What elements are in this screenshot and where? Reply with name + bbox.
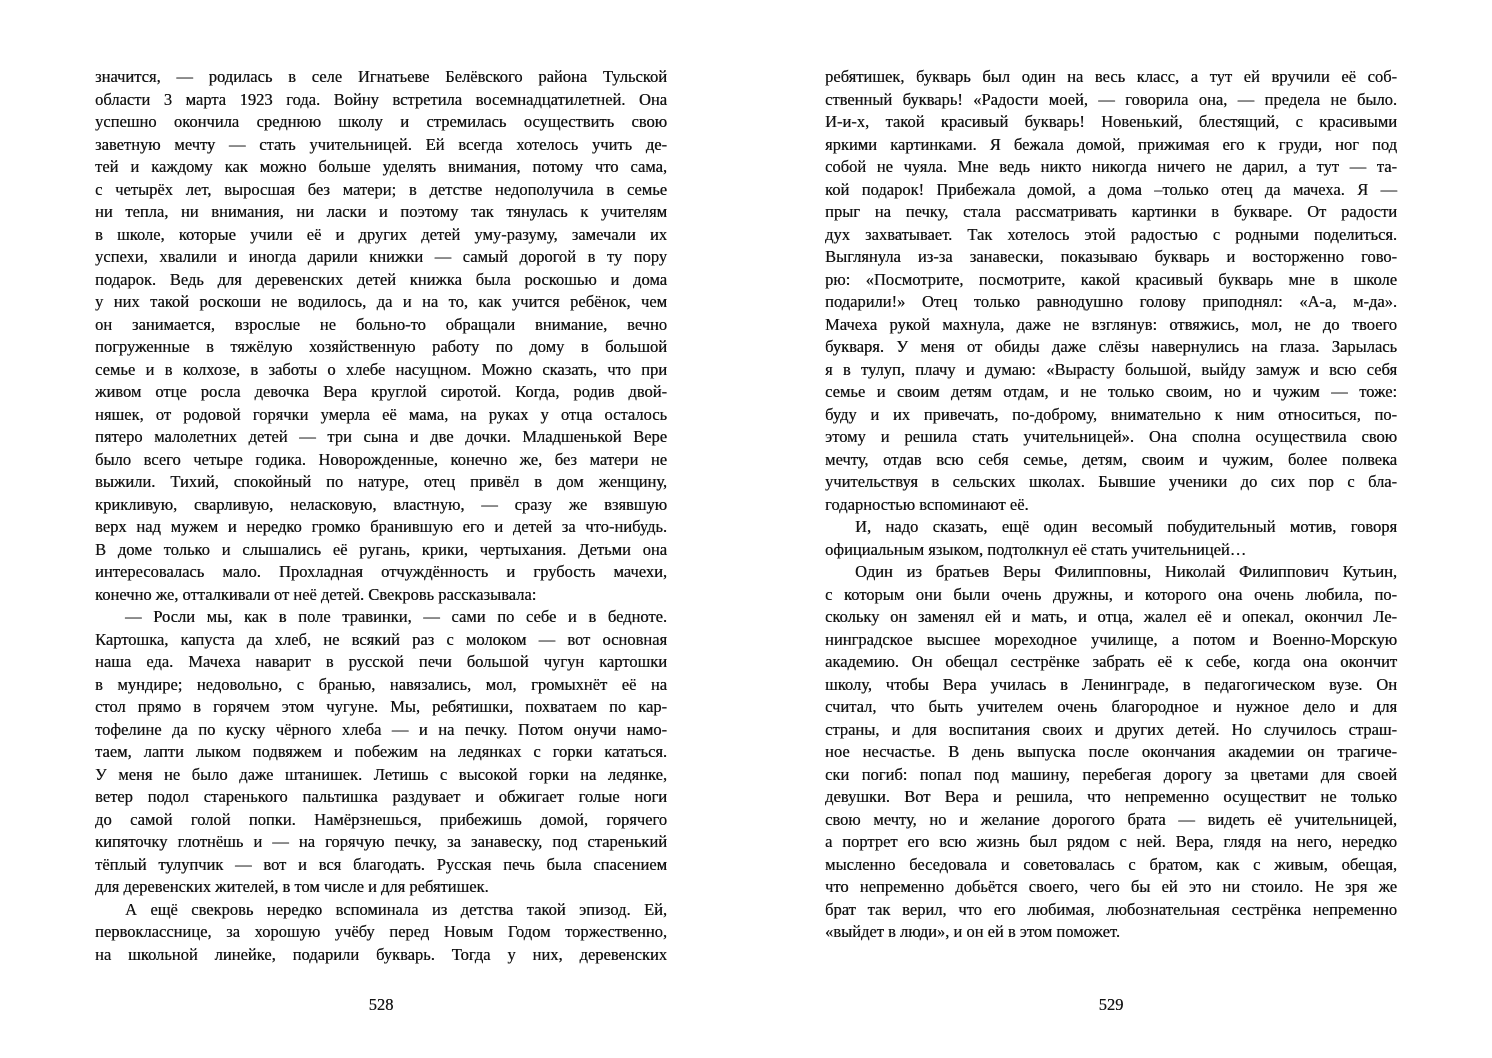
text-line: подарок. Ведь для деревенских детей книжка была роскошью и дома (95, 269, 667, 289)
text-line: рю: «Посмотрите, посмотрите, какой красивый букварь мне в школе (825, 269, 1397, 289)
text-line: таем, лапти лыком подвяжем и побежим на ледянках с горки кататься. (95, 742, 667, 761)
text-line: ственный букварь! «Радости моей, — говорила она, — предела не было. (825, 89, 1397, 109)
text-line: семье и в колхозе, в заботы о хлебе насущном. Можно сказать, что при (95, 359, 667, 379)
text-line: я в тулуп, плачу и думаю: «Вырасту большой, выйду замуж и всю себя (825, 359, 1397, 379)
text-line: конечно же, отталкивали от неё детей. Свекровь рассказывала: (95, 584, 537, 604)
text-line: скольку он заменял ей и мать, и отца, жалел её и опекал, окончил Ле- (825, 607, 1397, 626)
text-line: свою мечту, но и желание дорогого брата — видеть её учительницей, (825, 809, 1397, 829)
text-line: Один из братьев Веры Филипповны, Николай Филиппович Кутьин, (855, 562, 1397, 581)
text-line: ребятишек, букварь был один на весь класс, а тут ей вручили её соб- (825, 67, 1397, 86)
text-line: на школьной линейке, подарили букварь. Тогда у них, деревенских (95, 944, 667, 964)
text-line: — Росли мы, как в поле травинки, — сами по себе и в бедноте. (125, 607, 667, 626)
text-line: с которым они были очень дружны, и которого она очень любила, по- (825, 584, 1397, 604)
text-line: тей и каждому как можно больше уделять внимания, потому что сама, (95, 157, 667, 176)
text-line: учительствуя в сельских школах. Бывшие ученики до сих пор с бла- (825, 472, 1397, 491)
text-line: нинградское высшее мореходное училище, а потом и Военно-Морскую (825, 629, 1397, 649)
text-line: успешно окончила среднюю школу и стремилась осуществить свою (95, 112, 667, 131)
text-line: до самой голой попки. Намёрзнешься, прибежишь домой, горячего (95, 809, 667, 829)
text-line: И-и-х, такой красивый букварь! Новенький, блестящий, с красивыми (825, 112, 1397, 131)
text-line: тёплый тулупчик — вот и вся благодать. Русская печь была спасением (95, 854, 667, 874)
text-line: верх над мужем и нередко громко бранившую его и детей за что-нибудь. (95, 517, 667, 536)
text-line: В доме только и слышались её ругань, крики, чертыхания. Детьми она (95, 539, 667, 559)
paragraph (95, 899, 667, 967)
text-line: живом отце росла девочка Вера круглой сиротой. Когда, родив двой- (95, 382, 667, 401)
left-page-number: 528 (368, 995, 394, 1014)
text-line: в школе, которые учили её и других детей уму-разуму, замечали их (95, 224, 667, 244)
text-line: значится, — родилась в селе Игнатьеве Белёвского района Тульской (95, 67, 667, 86)
text-line: Мачеха рукой махнула, даже не взглянув: отвяжись, мол, не до твоего (825, 314, 1397, 334)
text-line: стол прямо в горячем этом чугуне. Мы, ребятишки, похватаем по кар- (95, 697, 667, 716)
text-line: что непременно добьётся своего, чего бы ей это ни стоило. Не зря же (825, 877, 1397, 896)
text-line: выжили. Тихий, спокойный по натуре, отец привёл в дом женщину, (95, 472, 667, 491)
text-line: девушки. Вот Вера и решила, что непременно осуществит не только (825, 787, 1397, 806)
text-line: кипяточку глотнёшь и — на горячую печку, за занавеску, под старенький (95, 832, 667, 851)
text-line: а портрет его всю жизнь был рядом с ней. Вера, глядя на него, нередко (825, 832, 1397, 851)
paragraph (825, 66, 1397, 516)
text-line: у них такой роскоши не водилось, да и на то, как учится ребёнок, чем (95, 292, 667, 311)
text-line: считал, что быть учителем очень благородное и нужное дело и для (825, 697, 1397, 716)
text-line: собой не чуяла. Мне ведь никто никогда ничего не дарил, а тут — та- (825, 157, 1397, 176)
text-line: ни тепла, ни внимания, ни ласки и поэтому так тянулась к учителям (95, 202, 667, 221)
text-line: официальным языком, подтолкнул её стать учительницей… (825, 539, 1247, 559)
text-line: кой подарок! Прибежала домой, а дома –только отец да мачеха. Я — (825, 179, 1397, 199)
text-line: страны, и для воспитания своих и других детей. Но случилось страш- (825, 719, 1397, 739)
left-page-text (95, 66, 667, 966)
text-line: дух захватывает. Так хотелось этой радостью с родными поделиться. (825, 224, 1397, 244)
text-line: «выйдет в люди», и он ей в этом поможет. (825, 922, 1120, 941)
paragraph (825, 516, 1397, 561)
text-line: заветную мечту — стать учительницей. Ей всегда хотелось учить де- (95, 134, 667, 154)
paragraph (825, 561, 1397, 944)
text-line: ветер подол старенького пальтишка раздувает и обжигает голые ноги (95, 787, 667, 806)
text-line: букваря. У меня от обиды даже слёзы навернулись на глаза. Зарылась (825, 337, 1397, 356)
text-line: наша еда. Мачеха наварит в русской печи большой чугун картошки (95, 652, 667, 671)
text-line: школу, чтобы Вера училась в Ленинграде, в педагогическом вузе. Он (825, 674, 1397, 694)
text-line: мечту, отдав всю себя семье, детям, своим и чужим, более полвека (825, 449, 1397, 469)
text-line: этому и решила стать учительницей». Она сполна осуществила свою (825, 427, 1397, 446)
text-line: прыг на печку, стала рассматривать картинки в букваре. От радости (825, 202, 1397, 221)
paragraph (95, 66, 667, 606)
text-line: И, надо сказать, ещё один весомый побудительный мотив, говоря (855, 517, 1397, 536)
text-line: крикливую, сварливую, неласковую, властную, — сразу же взявшую (95, 494, 667, 514)
text-line: было всего четыре годика. Новорожденные, конечно же, без матери не (95, 449, 667, 469)
text-line: академию. Он обещал сестрёнке забрать её к себе, когда она окончит (825, 652, 1397, 671)
text-line: тофелине да по куску чёрного хлеба — и на печку. Потом онучи намо- (95, 719, 667, 739)
text-line: он занимается, взрослые не больно-то обращали внимание, вечно (95, 314, 667, 334)
text-line: Выглянула из-за занавески, показываю букварь и восторженно гово- (825, 247, 1397, 266)
paragraph (95, 606, 667, 899)
text-line: годарностью вспоминают её. (825, 494, 1029, 514)
text-line: с четырёх лет, выросшая без матери; в детстве недополучила в семье (95, 179, 667, 199)
text-line: подарили!» Отец только равнодушно голову приподнял: «А-а, м-да». (825, 292, 1397, 311)
text-line: У меня не было даже штанишек. Летишь с высокой горки на ледянке, (95, 764, 667, 784)
text-line: успехи, хвалили и иногда дарили книжки — самый дорогой в ту пору (95, 247, 667, 266)
text-line: няшек, от родовой горячки умерла её мама, на руках у отца осталось (95, 404, 667, 424)
text-line: мысленно беседовала и советовалась с братом, как с живым, обещая, (825, 854, 1397, 874)
text-line: буду и их привечать, по-доброму, внимательно к ним относиться, по- (825, 404, 1397, 424)
text-line: первокласснице, за хорошую учёбу перед Новым Годом торжественно, (95, 922, 667, 941)
text-line: интересовалась мало. Прохладная отчуждённость и грубость мачехи, (95, 562, 667, 581)
right-page-text (825, 66, 1397, 944)
text-line: Картошка, капуста да хлеб, не всякий раз с молоком — вот основная (95, 629, 667, 649)
right-page-number: 529 (1098, 995, 1124, 1014)
text-line: погруженные в тяжёлую хозяйственную работу по дому в большой (95, 337, 667, 356)
text-line: в мундире; недовольно, с бранью, навязались, мол, громыхнёт её на (95, 674, 667, 694)
text-line: брат так верил, что его любимая, любознательная сестрёнка непременно (825, 899, 1397, 919)
text-line: области 3 марта 1923 года. Войну встретила восемнадцатилетней. Она (95, 89, 667, 109)
text-line: яркими картинками. Я бежала домой, прижимая его к груди, ног под (825, 134, 1397, 154)
text-line: ное несчастье. В день выпуска после окончания академии он трагиче- (825, 742, 1397, 761)
text-line: пятеро малолетних детей — три сына и две дочки. Младшенькой Вере (95, 427, 667, 446)
text-line: для деревенских жителей, в том числе и для ребятишек. (95, 877, 489, 896)
text-line: семье и своим детям отдам, и не только своим, но и чужим — тоже: (825, 382, 1397, 401)
text-line: А ещё свекровь нередко вспоминала из детства такой эпизод. Ей, (125, 899, 667, 919)
text-line: ски погиб: попал под машину, перебегая дорогу за цветами для своей (825, 764, 1397, 784)
